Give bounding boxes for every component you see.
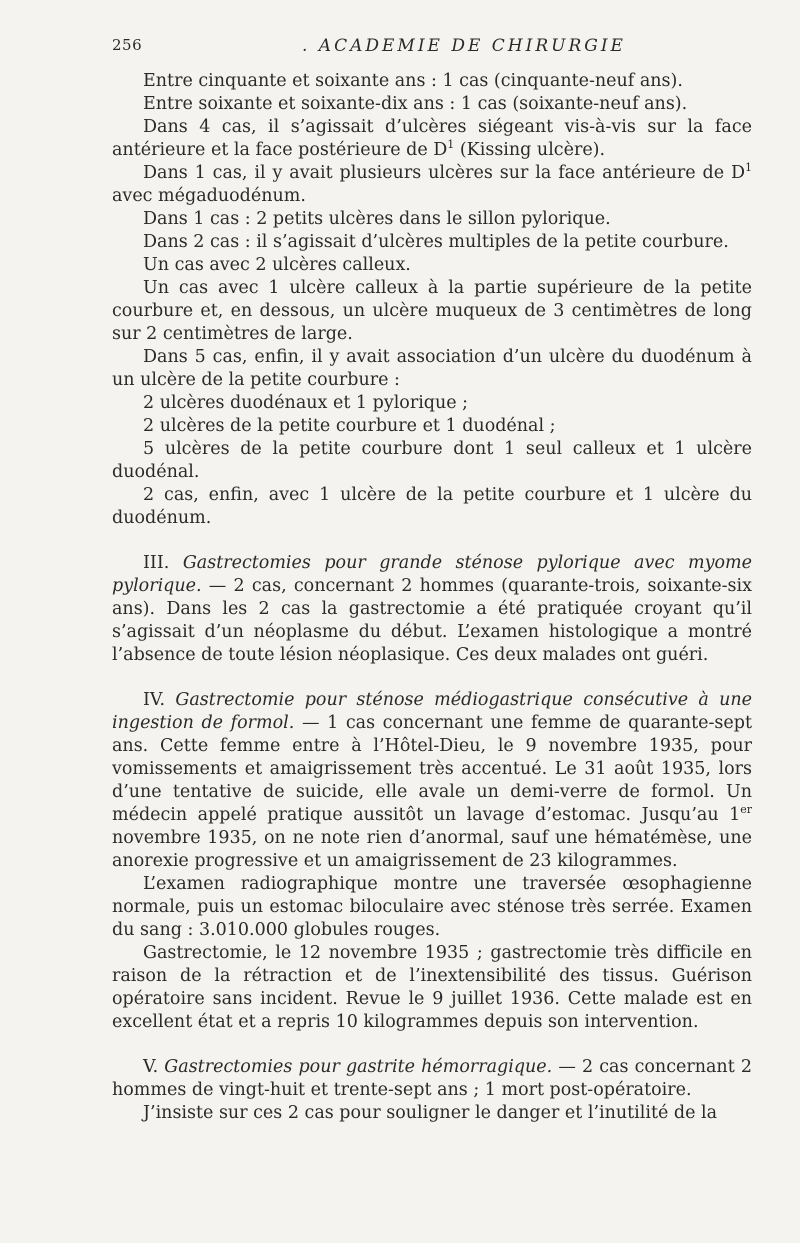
section-number: V.	[143, 1057, 159, 1077]
paragraph: Un cas avec 1 ulcère calleux à la partie supérieure de la petite courbure et, en dessous, un ulcère muqueux de 3 centimètres de long sur 2 centimètres de large.	[112, 278, 752, 344]
paragraph: Dans 4 cas, il s’agissait d’ulcères siégeant vis-à-vis sur la face antérieure et la face postérieure de $D^1$ (Kissing ulcère).	[112, 117, 752, 160]
paragraph: L’examen radiographique montre une traversée œsophagienne normale, puis un estomac biloculaire avec sténose très serrée. Examen du sang : 3.010.000 globules rouges.	[112, 874, 752, 940]
paragraph: Dans 1 cas : 2 petits ulcères dans le sillon pylorique.	[143, 209, 611, 229]
paragraph: Un cas avec 2 ulcères calleux.	[143, 255, 411, 275]
paragraph: 5 ulcères de la petite courbure dont 1 seul calleux et 1 ulcère duodénal.	[112, 439, 752, 482]
paragraph: 2 cas, enfin, avec 1 ulcère de la petite courbure et 1 ulcère du duodénum.	[112, 485, 752, 528]
section-iii: III. Gastrectomies pour grande sténose pylorique avec myome pylorique. — 2 cas, concernant 2 hommes (quarante-trois, soixante-six ans). Dans les 2 cas la gastrectomie a été pratiquée croyant qu’il s’agissait d’un néoplasme du début. L’examen histologique a montré l’absence de toute lésion néoplasique. Ces deux malades ont guéri.	[112, 553, 752, 665]
paragraph: Dans 1 cas, il y avait plusieurs ulcères sur la face antérieure de $D^1$ avec mégaduodénum.	[112, 161, 752, 206]
paragraph: 2 ulcères de la petite courbure et 1 duodénal ;	[143, 416, 556, 436]
section-number: IV.	[143, 690, 166, 710]
page-number: 256	[112, 36, 143, 54]
paragraph: 2 ulcères duodénaux et 1 pylorique ;	[143, 393, 469, 413]
paragraph: J’insiste sur ces 2 cas pour souligner le danger et l’inutilité de la	[143, 1103, 718, 1123]
paragraph: Gastrectomie, le 12 novembre 1935 ; gastrectomie très difficile en raison de la rétraction et de l’inextensibilité des tissus. Guérison opératoire sans incident. Revue le 9 juillet 1936. Cette malade est en excellent état et a repris 10 kilogrammes depuis son intervention.	[112, 943, 752, 1032]
section-number: III.	[143, 553, 170, 573]
section-v: V. Gastrectomies pour gastrite hémorragique. — 2 cas concernant 2 hommes de vingt-huit et trente-sept ans ; 1 mort post-opératoire.	[112, 1057, 752, 1100]
paragraph: Entre cinquante et soixante ans : 1 cas (cinquante-neuf ans).	[143, 71, 683, 91]
section-title: Gastrectomies pour grande sténose pylorique avec myome pylorique.	[112, 553, 752, 596]
paragraph: Dans 5 cas, enfin, il y avait association d’un ulcère du duodénum à un ulcère de la petite courbure :	[112, 347, 752, 390]
paragraph: Entre soixante et soixante-dix ans : 1 cas (soixante-neuf ans).	[143, 94, 688, 114]
section-iv: IV. Gastrectomie pour sténose médiogastrique consécutive à une ingestion de formol. — 1 cas concernant une femme de quarante-sept ans. Cette femme entre à l’Hôtel-Dieu, le 9 novembre 1935, pour vomissements et amaigrissement très accentué. Le 31 août 1935, lors d’une tentative de suicide, elle avale un demi-verre de formol. Un médecin appelé pratique aussitôt un lavage d’estomac. Jusqu’au 1er novembre 1935, on ne note rien d’anormal, sauf une hématémèse, une anorexie progressive et un amaigrissement de 23 kilogrammes.	[112, 690, 752, 871]
paragraph: Dans 2 cas : il s’agissait d’ulcères multiples de la petite courbure.	[143, 232, 729, 252]
section-title: Gastrectomie pour sténose médiogastrique consécutive à une ingestion de formol.	[112, 690, 752, 733]
section-title: Gastrectomies pour gastrite hémorragique.	[164, 1057, 553, 1077]
journal-title: . ACADEMIE DE CHIRURGIE	[302, 36, 626, 56]
running-header	[112, 30, 750, 58]
article-body	[112, 70, 752, 1125]
